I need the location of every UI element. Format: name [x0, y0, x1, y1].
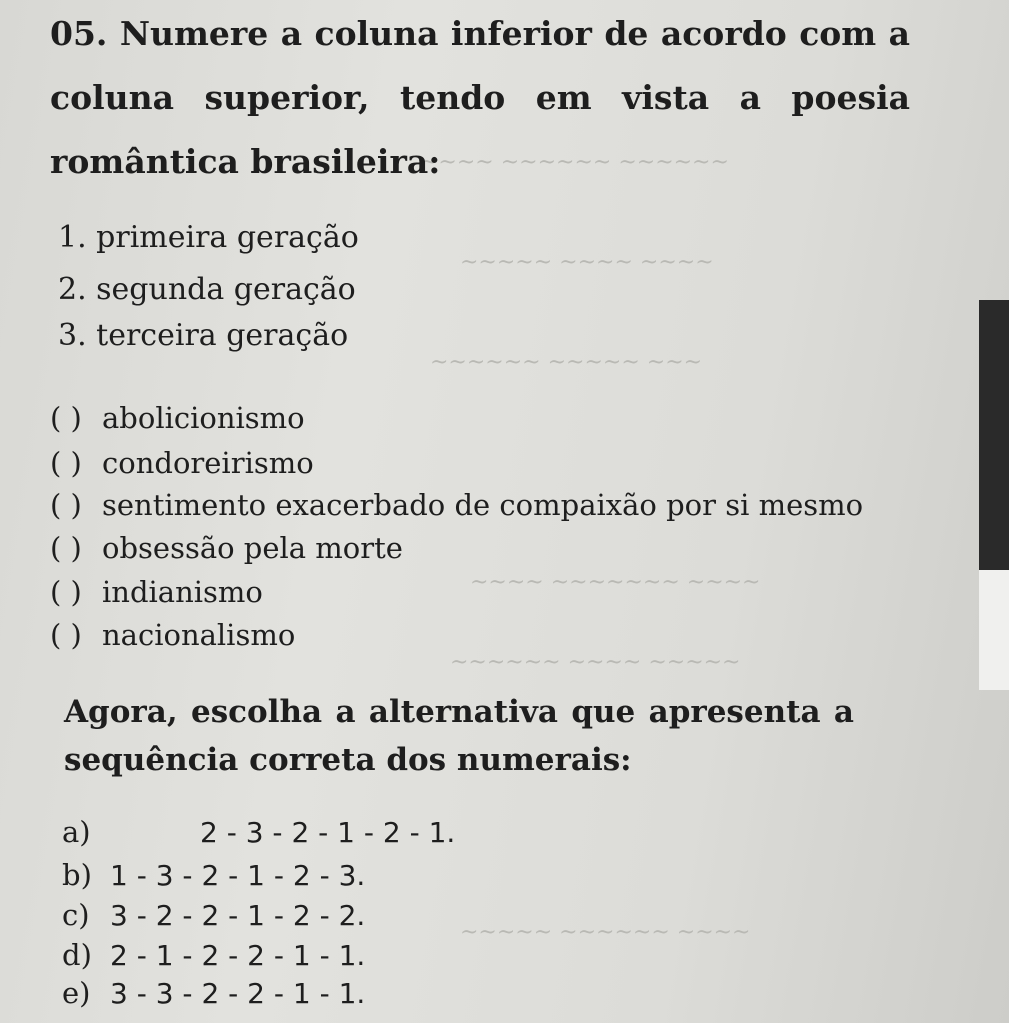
bleed-through-texture: ~~~~~~ ~~~~~ ~~~ [430, 350, 703, 375]
answer-blank[interactable]: ( ) [50, 618, 82, 652]
match-item-text: indianismo [102, 575, 263, 609]
match-item-text: sentimento exacerbado de compaixão por si mesmo [102, 488, 864, 522]
match-item [50, 528, 403, 568]
bleed-through-texture: ~~~~ ~~~~~~~ ~~~~ [470, 570, 761, 595]
match-item-text: abolicionismo [102, 401, 305, 435]
generation-2: 2. segunda geração [58, 272, 356, 307]
bleed-through-texture: ~~~~~~ ~~~~ ~~~~~ [450, 650, 741, 675]
match-item [50, 443, 314, 483]
answer-blank[interactable]: ( ) [50, 531, 82, 565]
alternative-sequence: 1 - 3 - 2 - 1 - 2 - 3. [110, 859, 366, 892]
alternative-letter: b) [62, 858, 92, 892]
answer-blank[interactable]: ( ) [50, 575, 82, 609]
alternative-b[interactable] [62, 855, 365, 896]
alternative-letter: e) [62, 976, 91, 1010]
alternative-d[interactable] [62, 935, 365, 976]
question-text: Numere a coluna inferior de acordo com a coluna superior, tendo em vista a poesia romântica brasileira: [50, 14, 911, 181]
answer-blank[interactable]: ( ) [50, 401, 82, 435]
alternative-sequence: 3 - 2 - 2 - 1 - 2 - 2. [110, 899, 366, 932]
background-shadow [979, 300, 1009, 570]
alternative-a[interactable] [62, 812, 455, 853]
match-item [50, 615, 295, 655]
instruction-prompt: Agora, escolha a alternativa que apresenta a sequência correta dos numerais: [64, 694, 854, 778]
alternative-c[interactable] [62, 895, 365, 936]
answer-blank[interactable]: ( ) [50, 446, 82, 480]
question-statement [50, 2, 910, 194]
alternative-sequence: 2 - 3 - 2 - 1 - 2 - 1. [200, 816, 456, 849]
answer-blank[interactable]: ( ) [50, 488, 82, 522]
match-item [50, 398, 305, 438]
match-item [50, 572, 263, 612]
generation-3: 3. terceira geração [58, 318, 349, 353]
bleed-through-texture: ~~~~~ ~~~~ ~~~~ [460, 250, 714, 275]
bleed-through-texture: ~~~~~ ~~~~~~ ~~~~ [460, 920, 751, 945]
match-item-text: nacionalismo [102, 618, 296, 652]
alternative-sequence: 2 - 1 - 2 - 2 - 1 - 1. [110, 939, 366, 972]
alternative-letter: c) [62, 898, 90, 932]
bleed-through-texture: ~~~~ ~~~~~~ ~~~~~~ [420, 150, 729, 175]
match-item-text: obsessão pela morte [102, 531, 403, 565]
alternative-letter: d) [62, 938, 92, 972]
question-number: 05. [50, 14, 108, 53]
alternative-sequence: 3 - 3 - 2 - 2 - 1 - 1. [110, 977, 366, 1010]
alternative-letter: a) [62, 815, 91, 849]
background-highlight [979, 570, 1009, 690]
generation-1: 1. primeira geração [58, 220, 359, 255]
alternative-e[interactable] [62, 973, 365, 1014]
match-item [50, 485, 863, 525]
match-item-text: condoreirismo [102, 446, 314, 480]
